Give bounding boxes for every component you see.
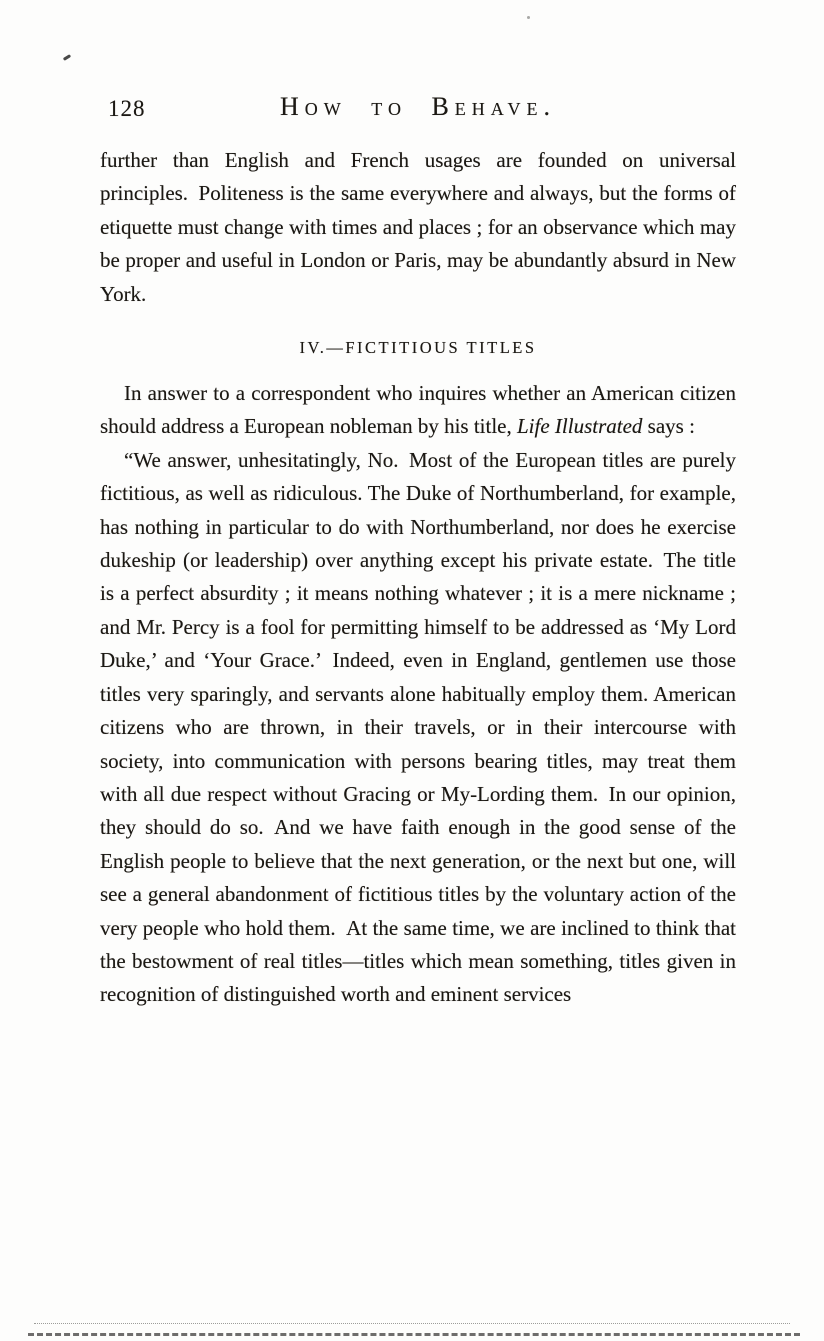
intro-text-post: says : [642, 414, 695, 439]
page-header [100, 92, 736, 128]
running-title: How to Behave. [280, 92, 556, 121]
scan-edge-dotted-line [34, 1323, 790, 1324]
intro-text-pre: In answer to a correspondent who inquires whether an American citizen should address a European nobleman by his title, [100, 381, 736, 439]
paragraph-continuation: further than English and French usages are founded on universal principles. Politeness is the same everywhere and always, but the forms of etiquette must change with times and places ; for an observance which may be proper and useful in London or Paris, may be abundantly absurd in New York. [100, 148, 736, 306]
page-number: 128 [108, 96, 146, 121]
page-content [100, 92, 736, 1012]
paragraph-intro [100, 377, 736, 444]
section-heading: IV.—FICTITIOUS TITLES [299, 338, 537, 358]
scan-edge-line [28, 1333, 800, 1336]
publication-title: Life Illustrated [517, 414, 643, 439]
scan-speck [63, 54, 71, 61]
scan-speck [527, 16, 530, 19]
paragraph-quote: “We answer, unhesitatingly, No. Most of the European titles are purely fictitious, as well as ridiculous. The Duke of Northumberland, for example, has nothing in particular to do with Northumberland, nor does he exercise dukeship (or leadership) over anything except his private estate. The title is a perfect absurdity ; it means nothing whatever ; it is a mere nickname ; and Mr. Percy is a fool for permitting himself to be addressed as ‘My Lord Duke,’ and ‘Your Grace.’ Indeed, even in England, gentlemen use those titles very sparingly, and servants alone habitually employ them. American citizens who are thrown, in their travels, or in their intercourse with society, into communication with persons bearing titles, may treat them with all due respect without Gracing or My-Lording them. In our opinion, they should do so. And we have faith enough in the good sense of the English people to believe that the next generation, or the next but one, will see a general abandonment of fictitious titles by the voluntary action of the very people who hold them. At the same time, we are inclined to think that the bestowment of real titles—titles which mean something, titles given in recognition of distinguished worth and eminent services [100, 447, 736, 1007]
